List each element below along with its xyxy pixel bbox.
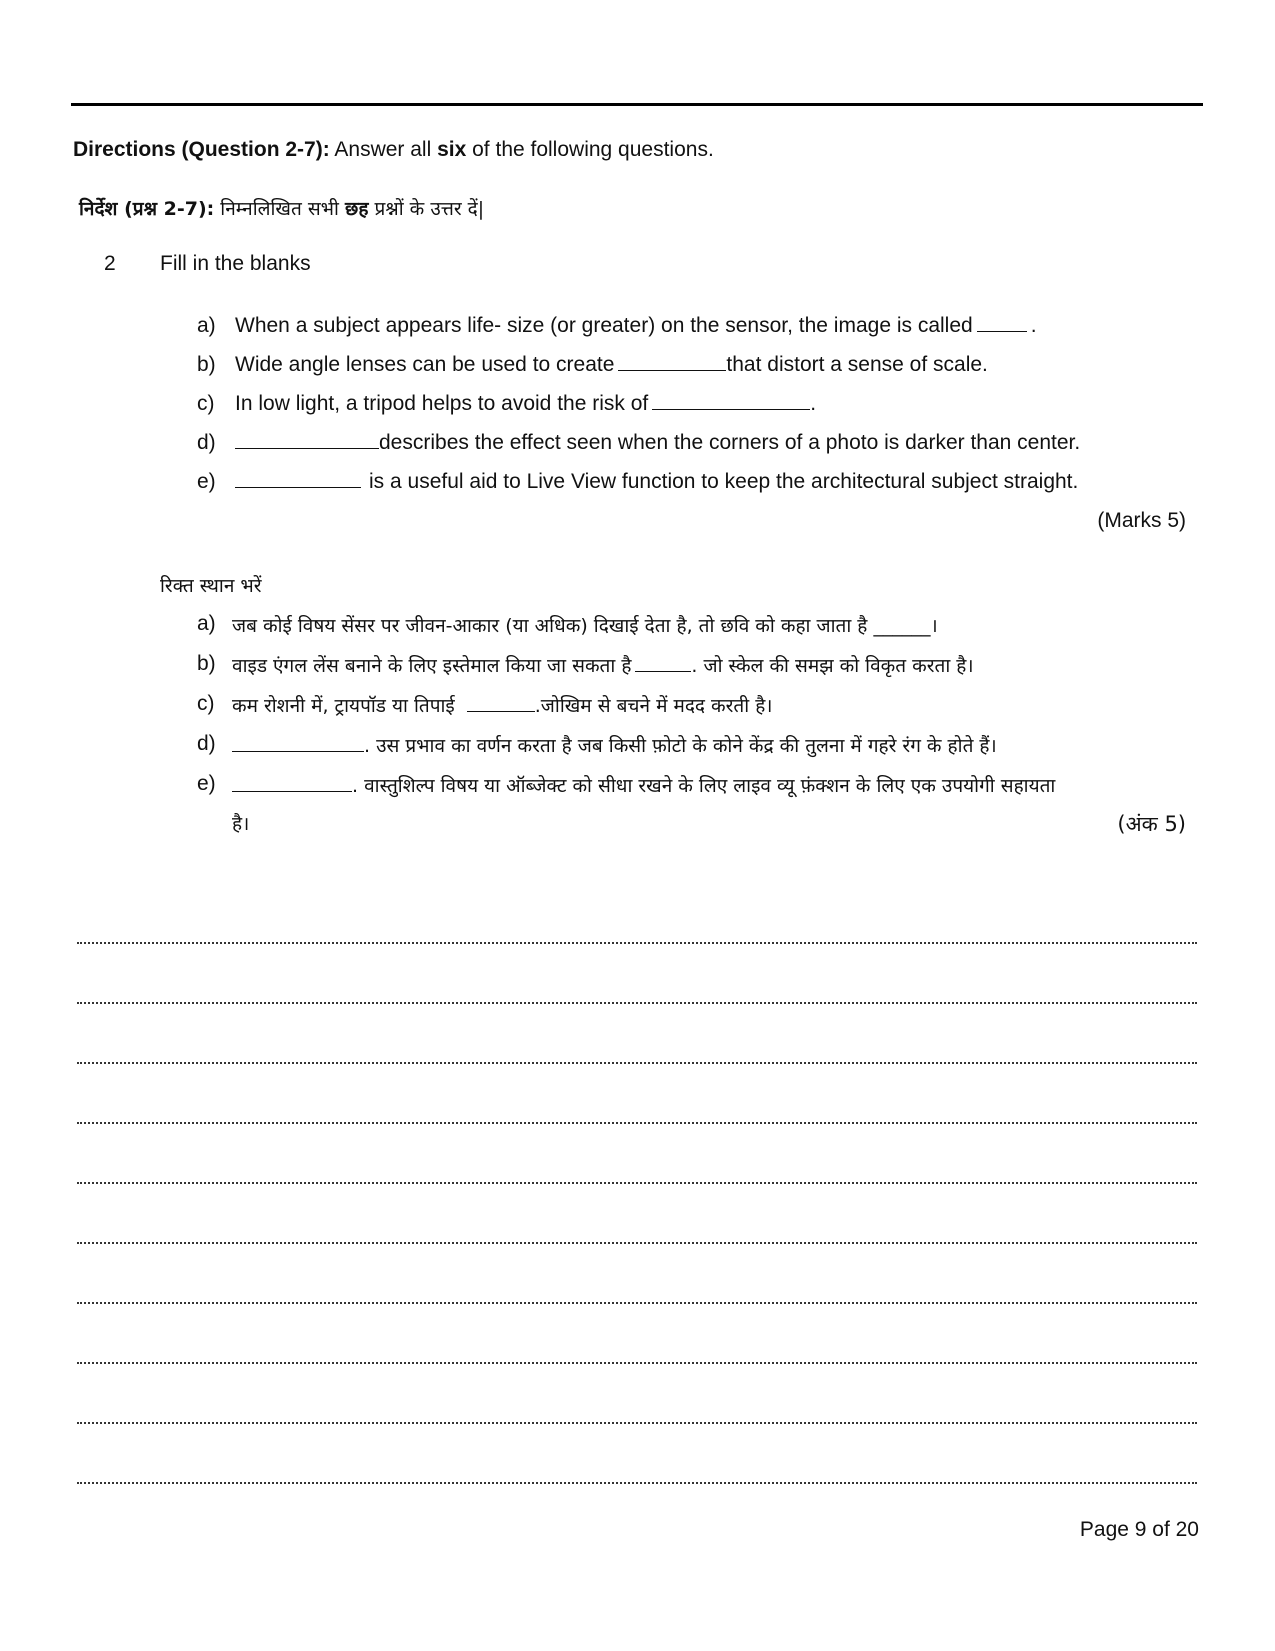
item-en-d: describes the effect seen when the corners of a photo is darker than center. bbox=[235, 431, 1080, 455]
item-hi-letter: a) bbox=[197, 612, 216, 635]
item-hi-d: . उस प्रभाव का वर्णन करता है जब किसी फ़ोटो के कोने केंद्र की तुलना में गहरे रंग के होते हैं। bbox=[232, 732, 997, 758]
item-hi-letter: c) bbox=[197, 692, 215, 715]
answer-blank bbox=[235, 486, 361, 488]
item-hi-e-cont: है। bbox=[232, 813, 250, 835]
directions-hi: निर्देश (प्रश्न 2-7): निम्नलिखित सभी छह प्रश्नों के उत्तर दें| bbox=[79, 198, 485, 220]
item-en-letter: e) bbox=[197, 470, 216, 493]
answer-line[interactable] bbox=[77, 1422, 1197, 1424]
directions-en: Directions (Question 2-7): Answer all six of the following questions. bbox=[73, 138, 714, 161]
answer-blank bbox=[467, 710, 535, 712]
marks-hi: (अंक 5) bbox=[1117, 812, 1186, 836]
item-en-letter: d) bbox=[197, 431, 216, 454]
marks-en: (Marks 5) bbox=[1097, 509, 1186, 532]
item-hi-letter: b) bbox=[197, 652, 216, 675]
item-en-c: In low light, a tripod helps to avoid the risk of . bbox=[235, 392, 817, 415]
question-title-hi: रिक्त स्थान भरें bbox=[160, 575, 262, 597]
page-number: Page 9 of 20 bbox=[1079, 1518, 1199, 1541]
answer-line[interactable] bbox=[77, 1242, 1197, 1244]
item-hi-letter: d) bbox=[197, 732, 216, 755]
question-number: 2 bbox=[104, 252, 116, 275]
item-hi-letter: e) bbox=[197, 772, 216, 795]
answer-line[interactable] bbox=[77, 1302, 1197, 1304]
item-en-letter: c) bbox=[197, 392, 215, 415]
directions-en-label: Directions (Question 2-7): bbox=[73, 138, 330, 161]
answer-blank bbox=[232, 790, 352, 792]
answer-line[interactable] bbox=[77, 1122, 1197, 1124]
item-en-a: When a subject appears life- size (or greater) on the sensor, the image is called . bbox=[235, 314, 1037, 337]
item-en-letter: b) bbox=[197, 353, 216, 376]
answer-line[interactable] bbox=[77, 1182, 1197, 1184]
item-hi-e: . वास्तुशिल्प विषय या ऑब्जेक्ट को सीधा रखने के लिए लाइव व्यू फ़ंक्शन के लिए एक उपयोगी सहायता bbox=[232, 772, 1055, 798]
answer-blank bbox=[618, 369, 726, 371]
answer-blank bbox=[235, 447, 379, 449]
item-hi-a: जब कोई विषय सेंसर पर जीवन-आकार (या अधिक) दिखाई देता है, तो छवि को कहा जाता है ______। bbox=[232, 615, 938, 637]
answer-blank bbox=[977, 330, 1027, 332]
answer-line[interactable] bbox=[77, 1062, 1197, 1064]
answer-line[interactable] bbox=[77, 1362, 1197, 1364]
item-en-b: Wide angle lenses can be used to create that distort a sense of scale. bbox=[235, 353, 988, 376]
answer-line[interactable] bbox=[77, 1482, 1197, 1484]
item-en-e: is a useful aid to Live View function to keep the architectural subject straight. bbox=[235, 470, 1078, 494]
item-en-letter: a) bbox=[197, 314, 216, 337]
item-hi-b: वाइड एंगल लेंस बनाने के लिए इस्तेमाल किया जा सकता है . जो स्केल की समझ को विकृत करता है। bbox=[232, 655, 974, 677]
answer-blank bbox=[635, 670, 691, 672]
answer-blank bbox=[652, 408, 810, 410]
item-hi-c: कम रोशनी में, ट्रायपॉड या तिपाई .जोखिम से बचने में मदद करती है। bbox=[232, 695, 773, 717]
answer-line[interactable] bbox=[77, 1002, 1197, 1004]
answer-line[interactable] bbox=[77, 942, 1197, 944]
answer-blank bbox=[232, 750, 364, 752]
top-rule bbox=[71, 103, 1203, 106]
question-title-en: Fill in the blanks bbox=[160, 252, 311, 275]
directions-hi-label: निर्देश (प्रश्न 2-7): bbox=[79, 198, 215, 220]
